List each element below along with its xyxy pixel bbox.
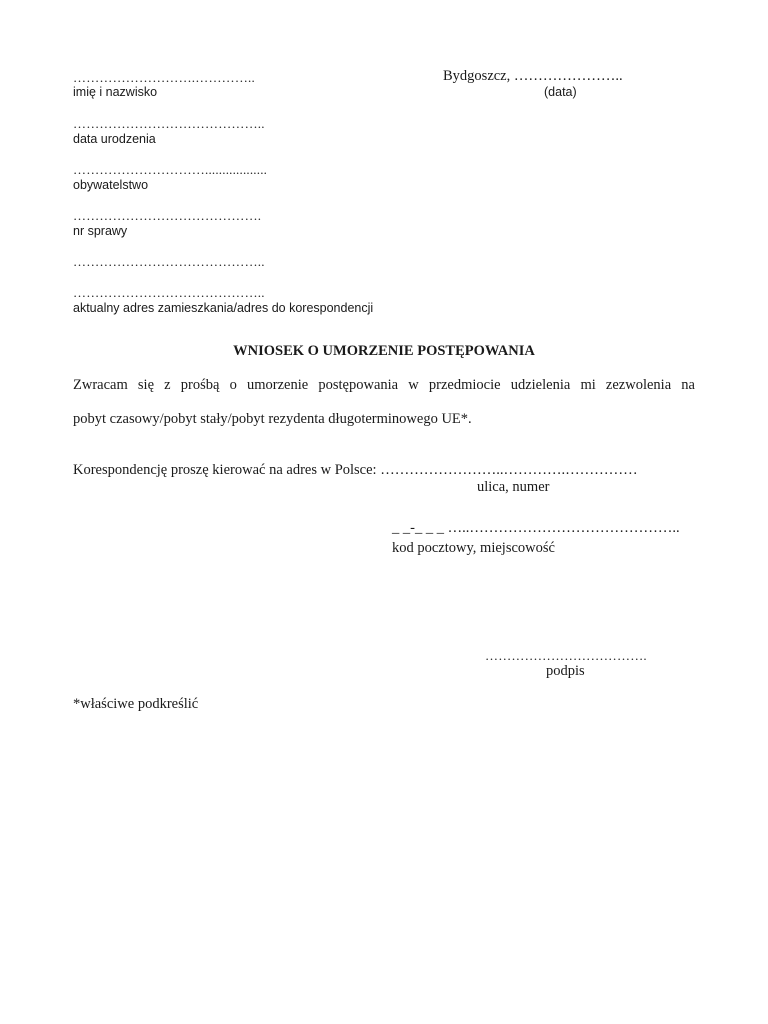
city-date-line: Bydgoszcz, …………………..: [443, 68, 623, 84]
postal-code-dotted-line: _ _-_ _ _ …..……………………………………..: [392, 520, 680, 536]
street-label: ulica, numer: [477, 479, 550, 495]
correspondence-line: Korespondencję proszę kierować na adres w Polsce: ……………………..………….……………: [73, 462, 638, 478]
citizenship-dotted-line: …………………………..................: [73, 162, 268, 177]
address-dotted-line-2: ……………………………………..: [73, 285, 265, 300]
body-line-2: pobyt czasowy/pobyt stały/pobyt rezydenta długoterminowego UE*.: [73, 411, 472, 427]
citizenship-label: obywatelstwo: [73, 178, 149, 192]
signature-dotted-line: ……………………………….: [485, 648, 647, 663]
address-label: aktualny adres zamieszkania/adres do korespondencji: [73, 301, 374, 315]
case-number-label: nr sprawy: [73, 224, 128, 238]
name-label: imię i nazwisko: [73, 85, 158, 99]
date-label: (data): [544, 85, 577, 99]
footnote: *właściwe podkreślić: [73, 696, 199, 712]
document-title: WNIOSEK O UMORZENIE POSTĘPOWANIA: [233, 343, 535, 359]
signature-label: podpis: [546, 663, 585, 679]
case-number-dotted-line: …………………………………….: [73, 208, 262, 223]
postal-code-label: kod pocztowy, miejscowość: [392, 540, 555, 556]
body-line-1: Zwracam się z prośbą o umorzenie postępowania w przedmiocie udzielenia mi zezwolenia na: [73, 377, 695, 393]
birth-date-label: data urodzenia: [73, 132, 156, 146]
name-dotted-line: ……………………….…………..: [73, 70, 255, 85]
address-dotted-line-1: ……………………………………..: [73, 254, 265, 269]
birth-date-dotted-line: ……………………………………..: [73, 116, 265, 131]
